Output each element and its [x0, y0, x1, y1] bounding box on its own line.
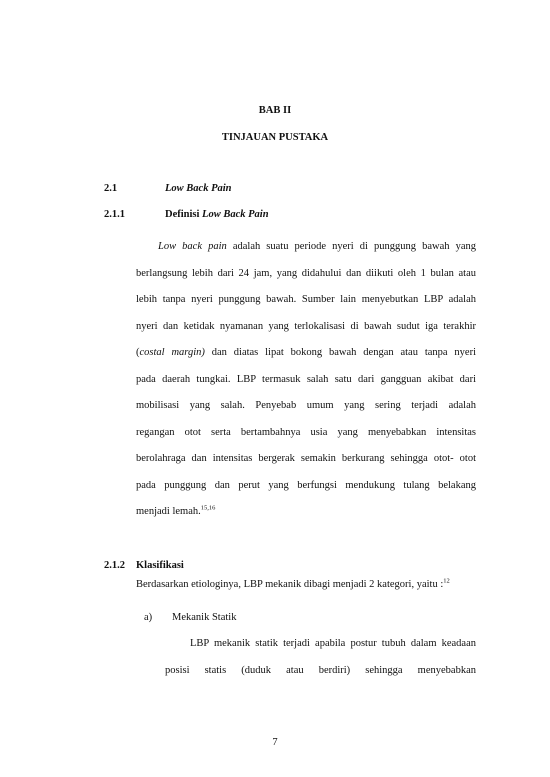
paragraph2-line2: posisi statis (duduk atau berdiri) sehingga menyebabkan: [165, 665, 476, 676]
paragraph1-reference: 15,16: [200, 504, 216, 512]
chapter-label: BAB II: [258, 105, 292, 116]
page-number: 7: [272, 737, 278, 748]
classification-reference: 12: [443, 577, 450, 585]
paragraph1-line5-open: (: [136, 347, 140, 358]
paragraph1-line7: mobilisasi yang salah. Penyebab umum yang sering terjadi adalah: [136, 400, 476, 411]
paragraph1-line6: pada daerah tungkai. LBP termasuk salah satu dari gangguan akibat dari: [136, 374, 476, 385]
paragraph1-line5-italic: costal margin): [139, 347, 205, 358]
paragraph1-line1: [158, 241, 476, 252]
paragraph1-term-italic: Low back pain: [158, 241, 227, 252]
section-2-1-2-title: Klasifikasi: [136, 560, 184, 571]
classification-intro-text: Berdasarkan etiologinya, LBP mekanik dibagi menjadi 2 kategori, yaitu :: [136, 579, 444, 590]
paragraph1-line4: nyeri dan ketidak nyamanan yang terlokalisasi di bawah sudut iga terakhir: [136, 321, 476, 332]
section-2-1-1-title-italic: Low Back Pain: [202, 209, 269, 220]
classification-intro: [136, 579, 450, 590]
section-2-1-number: 2.1: [104, 183, 118, 194]
paragraph1-line5-rest: dan diatas lipat bokong bawah dengan atau tanpa nyeri: [204, 347, 476, 358]
paragraph1-line11: [136, 506, 476, 517]
section-2-1-title: Low Back Pain: [165, 183, 232, 194]
paragraph1-line9: berolahraga dan intensitas bergerak semakin berkurang sehingga otot- otot: [136, 453, 476, 464]
section-2-1-2-number: 2.1.2: [104, 560, 125, 571]
paragraph1-line5: [136, 347, 476, 358]
section-2-1-1-title: [165, 209, 269, 220]
section-2-1-1-title-prefix: Definisi: [165, 209, 203, 220]
section-2-1-1-number: 2.1.1: [104, 209, 125, 220]
list-item-a-marker: a): [144, 612, 153, 623]
paragraph1-line1-rest: adalah suatu periode nyeri di punggung bawah yang: [226, 241, 476, 252]
paragraph1-line2: berlangsung lebih dari 24 jam, yang didahului dan diikuti oleh 1 bulan atau: [136, 268, 476, 279]
chapter-title: TINJAUAN PUSTAKA: [221, 132, 329, 143]
paragraph2-line1: LBP mekanik statik terjadi apabila postur tubuh dalam keadaan: [190, 638, 476, 649]
paragraph1-line8: regangan otot serta bertambahnya usia yang menyebabkan intensitas: [136, 427, 476, 438]
paragraph1-line11-text: menjadi lemah.: [136, 506, 201, 517]
paragraph1-line10: pada punggung dan perut yang berfungsi mendukung tulang belakang: [136, 480, 476, 491]
list-item-a-label: Mekanik Statik: [172, 612, 237, 623]
paragraph1-line3: lebih tanpa nyeri punggung bawah. Sumber lain menyebutkan LBP adalah: [136, 294, 476, 305]
